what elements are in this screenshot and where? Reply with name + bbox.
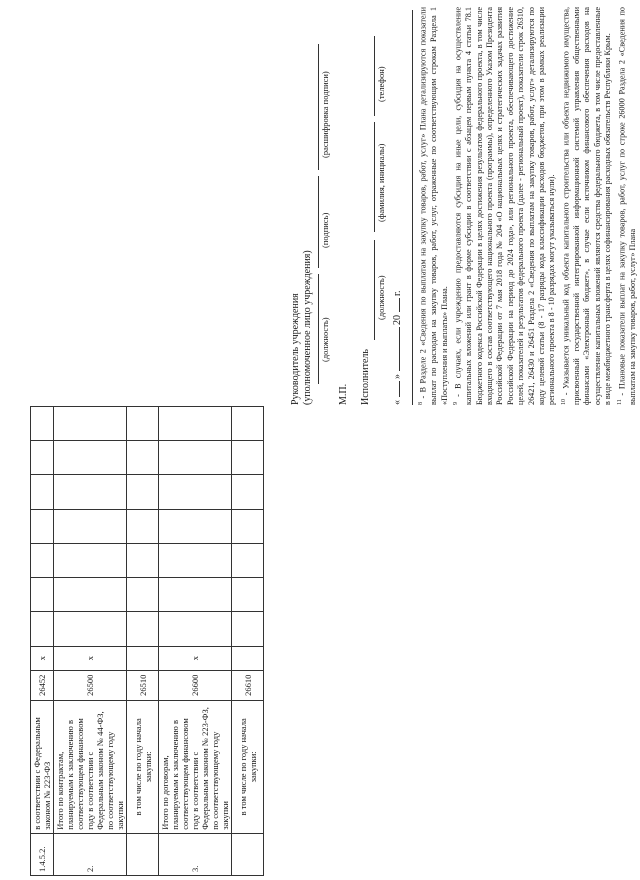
empty-cell [159,407,232,441]
row-code: 26610 [232,670,264,700]
empty-cell [127,543,159,577]
row-code: 26600 [159,670,232,700]
row-label: в том числе по году начала закупки: [127,700,159,833]
empty-cell [54,543,127,577]
footnote [416,7,450,405]
executor-label: Исполнитель [360,349,371,405]
table-row [159,407,232,876]
head-label-1: Руководитель учреждения [290,293,301,405]
empty-cell [159,612,232,646]
empty-cell [127,441,159,475]
row-number: 3. [159,833,232,875]
empty-cell [127,578,159,612]
row-mark: x [54,646,127,670]
hint-phone: (телефон) [376,66,386,102]
hint-decoding: (расшифровка подписи) [320,71,330,158]
empty-cell [232,441,264,475]
footnote [615,7,638,405]
row-code: 26452 [31,670,54,700]
footnote-mark: 10 [560,399,567,405]
footnote [559,7,614,405]
row-label: Итого по договорам, планируемым к заключению в соответствующем финансовом году в соответствии с Федеральным законом № 223-ФЗ, по соответствующему году закупки [159,700,232,833]
empty-cell [232,475,264,509]
empty-cell [159,441,232,475]
empty-cell [54,475,127,509]
empty-cell [31,509,54,543]
empty-cell [127,475,159,509]
footnotes [416,7,638,405]
hint-position: (должность) [320,317,330,362]
row-number [232,833,264,875]
row-number: 1.4.5.2. [31,833,54,875]
empty-cell [31,578,54,612]
hint-position-2: (должность) [376,275,386,320]
empty-cell [127,407,159,441]
empty-cell [54,407,127,441]
empty-cell [54,578,127,612]
executor-phone-line [374,36,375,116]
empty-cell [159,475,232,509]
empty-cell [54,509,127,543]
footnote-rule [412,10,413,405]
signature-line [318,176,319,268]
row-mark [127,646,159,670]
empty-cell [232,543,264,577]
head-label-2: (уполномоченное лицо учреждения) [302,250,313,405]
empty-cell [232,509,264,543]
decoding-line [318,44,319,170]
table-row [31,407,54,876]
position-line [318,274,319,384]
row-number [127,833,159,875]
executor-name-line [374,122,375,232]
footnote-mark: 11 [616,399,623,405]
empty-cell [31,612,54,646]
row-label: в том числе по году начала закупки: [232,700,264,833]
hint-name: (фамилия, инициалы) [376,143,386,222]
empty-cell [127,612,159,646]
empty-cell [31,407,54,441]
table-row [127,407,159,876]
table-row [54,407,127,876]
table-row [232,407,264,876]
empty-cell [31,543,54,577]
row-number: 2. [54,833,127,875]
empty-cell [31,441,54,475]
stamp-label: М.П. [338,383,349,405]
footnote [451,7,558,405]
empty-cell [31,475,54,509]
footnote-text: - В случаях, если учреждению предоставляются субсидия на иные цели, субсидия на осуществление капитальных вложений или грант в форме субсидии в соответствии с абзацем первым пункта 4 статьи 78.1 Бюджетного кодекса Российской Федерации в целях достижения результатов федерального проекта, в том числе входящего в состав соответствующего национального проекта (программы), определенного Указом Президента Российской Федерации от 7 мая 2018 года № 204 «О национальных целях и стратегических задачах развития Российской Федерации на период до 2024 года», или регионального проекта, обеспечивающего достижение целей, показателей и результатов федерального проекта (далее - региональный проект), показатели строк 26310, 26421, 26430 и 26451 Раздела 2 «Сведения по выплатам на закупку товаров, работ, услуг» детализируются по коду целевой статьи (8 - 17 разряды кода классификации расходов бюджетов, при этом в рамках реализации регионального проекта в 8 - 10 разрядах могут указываться нули). [453,7,557,405]
empty-cell [232,612,264,646]
row-code: 26510 [127,670,159,700]
row-label: в соответствии с Федеральным законом № 223-ФЗ [31,700,54,833]
empty-cell [54,441,127,475]
empty-cell [232,578,264,612]
footnote-text: - В Разделе 2 «Сведения по выплатам на закупку товаров, работ, услуг» Плана детализируются показатели выплат по расходам на закупку товаров, работ, услуг, отраженные по соответствующим строкам Раздела 1 «Поступления и выплаты» Плана. [418,7,449,405]
empty-cell [159,578,232,612]
row-mark [232,646,264,670]
empty-cell [54,612,127,646]
footnote-text: - Плановые показатели выплат на закупку товаров, работ, услуг по строке 26000 Раздела 2 «Сведения по выплатам на закупку товаров, работ, услуг» Плана [617,7,637,405]
empty-cell [159,509,232,543]
executor-position-line [374,240,375,340]
row-mark: x [159,646,232,670]
empty-cell [159,543,232,577]
footnote-mark: 8 [418,402,424,405]
row-mark: x [31,646,54,670]
hint-signature: (подпись) [320,212,330,248]
row-label: Итого по контрактам, планируемым к заключению в соответствующем финансовом году в соответствии с Федеральным законом № 44-ФЗ, по соответствующему году закупки [54,700,127,833]
purchases-table [30,406,264,876]
empty-cell [127,509,159,543]
empty-cell [232,407,264,441]
date-field: « » 20 г. [392,290,403,405]
footnote-text: - Указывается уникальный код объекта капитального строительства или объекта недвижимого имущества, присвоенный государственной интегрированной информационной системой управления общественными финансами «Электронный бюджет», в случае если источником финансового обеспечения расходов на осуществление капитальных вложений являются средства федерального бюджета, в том числе предоставленные в виде межбюджетного трансферта в целях софинансирования расходных обязательств Республики Крым. [561,7,613,405]
footnote-mark: 9 [452,402,459,405]
row-code: 26500 [54,670,127,700]
